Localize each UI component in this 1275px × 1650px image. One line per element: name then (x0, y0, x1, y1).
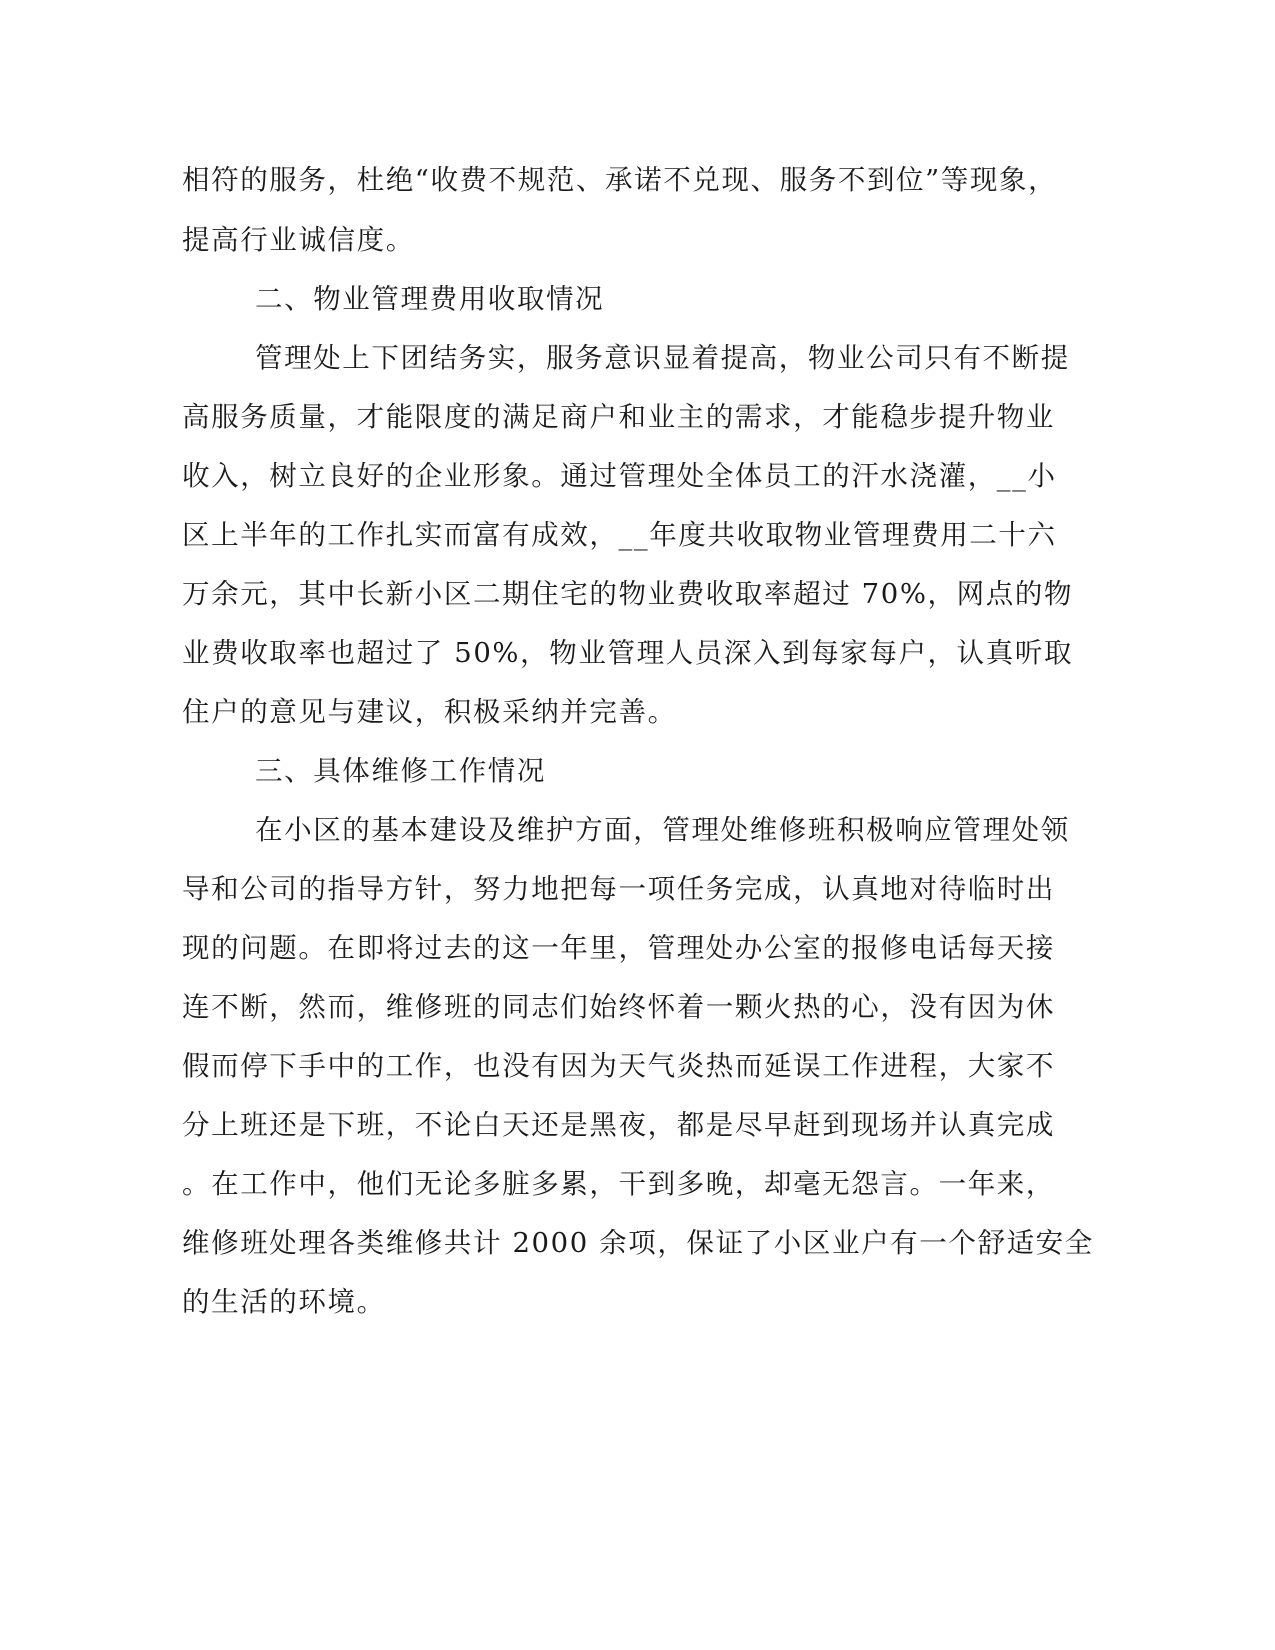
body-line: 区上半年的工作扎实而富有成效，__年度共收取物业管理费用二十六 (182, 519, 1057, 551)
paragraph-first-line: 在小区的基本建设及维护方面，管理处维修班积极响应管理处领 (255, 814, 1070, 846)
body-line: 住户的意见与建议，积极采纳并完善。 (182, 696, 677, 728)
body-line: 假而停下手中的工作，也没有因为天气炎热而延误工作进程，大家不 (182, 1050, 1055, 1082)
body-line: 万余元，其中长新小区二期住宅的物业费收取率超过 70%，网点的物 (182, 578, 1074, 610)
section-heading-maintenance: 三、具体维修工作情况 (255, 755, 546, 787)
body-line: 现的问题。在即将过去的这一年里，管理处办公室的报修电话每天接 (182, 932, 1055, 964)
body-line: 的生活的环境。 (182, 1286, 386, 1318)
body-line: 提高行业诚信度。 (182, 224, 415, 256)
body-line: 维修班处理各类维修共计 2000 余项，保证了小区业户有一个舒适安全 (182, 1227, 1094, 1259)
body-line: 导和公司的指导方针，努力地把每一项任务完成，认真地对待临时出 (182, 873, 1055, 905)
body-line: 收入，树立良好的企业形象。通过管理处全体员工的汗水浇灌，__小 (182, 460, 1057, 492)
body-line: 分上班还是下班，不论白天还是黑夜，都是尽早赶到现场并认真完成 (182, 1109, 1055, 1141)
body-line: 相符的服务，杜绝“收费不规范、承诺不兑现、服务不到位”等现象， (182, 164, 1058, 196)
body-line: 。在工作中，他们无论多脏多累，干到多晚，却毫无怨言。一年来， (182, 1168, 1055, 1200)
body-line: 业费收取率也超过了 50%，物业管理人员深入到每家每户，认真听取 (182, 637, 1074, 669)
paragraph-first-line: 管理处上下团结务实，服务意识显着提高，物业公司只有不断提 (255, 342, 1070, 374)
section-heading-fee-collection: 二、物业管理费用收取情况 (255, 283, 605, 315)
body-line: 连不断，然而，维修班的同志们始终怀着一颗火热的心，没有因为休 (182, 991, 1055, 1023)
body-line: 高服务质量，才能限度的满足商户和业主的需求，才能稳步提升物业 (182, 401, 1055, 433)
